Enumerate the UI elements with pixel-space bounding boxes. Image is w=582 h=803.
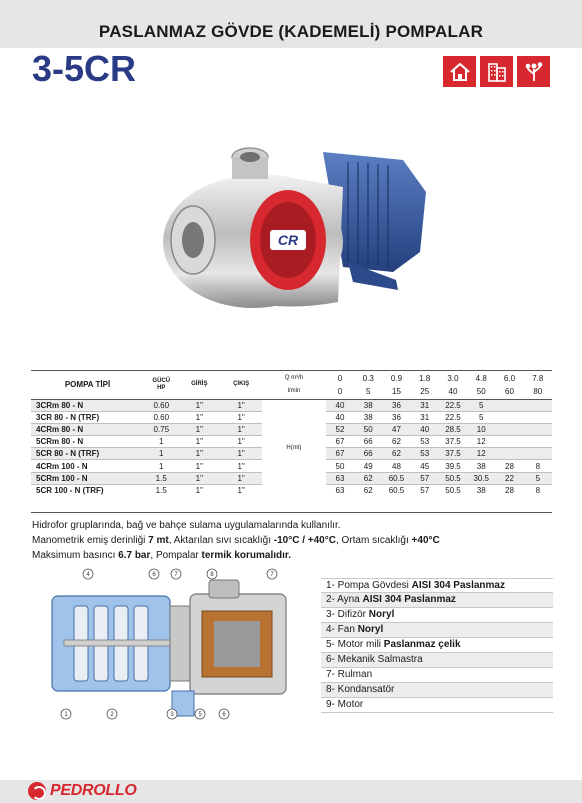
q-lmin-value: 5 [366,387,371,397]
q-m3h-value: 3.0 [447,373,459,383]
part-number: 7- [326,669,338,680]
head-value-cell: 50.5 [439,484,467,496]
q-m3h-value: 0.3 [362,373,374,383]
inlet-cell: 1" [178,411,220,423]
header-outlet: ÇIKIŞ [233,381,250,388]
callout-number: 4 [86,572,90,578]
callout-number: 6 [222,712,226,718]
part-material: AISI 304 Paslanmaz [362,594,456,605]
pump-type-cell: 5CRm 100 - N [31,472,144,484]
part-item [321,623,553,638]
part-number: 5- [326,639,338,650]
outlet-cell: 1" [220,460,262,472]
head-value-cell: 22 [495,472,523,484]
q-lmin-value: 25 [420,387,430,397]
outlet-cell: 1" [220,472,262,484]
head-value-cell: 12 [467,448,495,460]
head-value-cell: 37.5 [439,436,467,448]
head-value-cell: 40 [411,423,439,435]
q-lmin-value: 60 [505,387,514,397]
part-item [321,608,553,623]
head-value-cell: 10 [467,423,495,435]
part-item [321,683,553,698]
q-m3h-value: 1.8 [419,373,431,383]
part-number: 3- [326,609,338,620]
part-material: Noryl [368,609,395,620]
head-value-cell [495,411,523,423]
head-value-cell: 48 [382,460,410,472]
head-value-cell: 5 [467,411,495,423]
head-value-cell: 47 [382,423,410,435]
q-m3h-value: 7.8 [532,373,544,383]
head-value-cell [495,399,523,411]
q-m3h-value: 4.8 [475,373,487,383]
note-line-3: Maksimum basıncı 6.7 bar, Pompalar termik korumalıdır. [32,550,292,561]
head-value-cell: 8 [524,460,552,472]
q-lmin-value: 15 [392,387,401,397]
inlet-cell: 1" [178,460,220,472]
part-item [321,593,553,608]
part-text: Kondansatör [337,684,395,695]
performance-table [31,371,552,497]
callout-number: 2 [110,712,114,718]
head-value-cell: 66 [354,448,382,460]
inlet-cell: 1" [178,448,220,460]
callout-number: 7 [174,572,178,578]
pump-type-cell: 5CR 80 - N (TRF) [31,448,144,460]
head-value-cell: 53 [411,448,439,460]
head-value-cell: 30.5 [467,472,495,484]
head-value-cell: 50 [326,460,354,472]
part-text: Fan [337,624,358,635]
part-text: Rulman [337,669,373,680]
power-cell: 1 [144,460,178,472]
header-q-unit-m3h: Q m³/h [284,374,304,381]
head-value-cell: 28 [495,484,523,496]
table-body [31,399,552,497]
head-value-cell: 31 [411,399,439,411]
head-value-cell: 28 [495,460,523,472]
pump-type-cell: 5CR 100 - N (TRF) [31,484,144,496]
part-text: Difizör [337,609,369,620]
head-value-cell: 8 [524,484,552,496]
head-value-cell [524,411,552,423]
pump-type-cell: 4CRm 100 - N [31,460,144,472]
head-value-cell: 63 [326,484,354,496]
callout-number: 8 [210,572,214,578]
head-value-cell: 49 [354,460,382,472]
inlet-cell: 1" [178,472,220,484]
head-value-cell [524,399,552,411]
head-value-cell: 63 [326,472,354,484]
svg-text:CR: CR [277,232,299,248]
header-power: GÜCÜ HP [152,377,171,391]
head-value-cell: 57 [411,484,439,496]
header-inlet: GİRİŞ [191,381,208,388]
callout-number: 5 [198,712,202,718]
part-item [321,653,553,668]
head-label-cell: H(mt) [262,399,326,497]
part-item [321,668,553,683]
head-value-cell: 37.5 [439,448,467,460]
outlet-cell: 1" [220,423,262,435]
pump-type-cell: 4CRm 80 - N [31,423,144,435]
outlet-cell: 1" [220,448,262,460]
head-value-cell: 38 [467,460,495,472]
head-value-cell: 39.5 [439,460,467,472]
table-header-row [31,371,552,385]
head-value-cell [495,436,523,448]
part-number: 2- [326,594,338,605]
head-value-cell: 38 [354,399,382,411]
head-value-cell: 40 [326,411,354,423]
q-lmin-value: 0 [337,387,343,397]
house-icon [443,56,476,87]
part-number: 1- [326,580,338,591]
part-text: Mekanik Salmastra [337,654,423,665]
q-m3h-value: 0 [337,373,343,383]
table-row [31,399,552,411]
head-value-cell: 67 [326,436,354,448]
head-value-cell: 66 [354,436,382,448]
head-value-cell: 5 [467,399,495,411]
note-line-1: Hidrofor gruplarında, bağ ve bahçe sulama uygulamalarında kullanılır. [32,520,341,531]
head-value-cell: 60.5 [382,484,410,496]
pump-type-cell: 5CRm 80 - N [31,436,144,448]
head-value-cell: 50 [354,423,382,435]
head-value-cell [524,423,552,435]
part-text: Pompa Gövdesi [337,580,412,591]
head-value-cell: 22.5 [439,411,467,423]
application-icons [443,56,550,87]
head-value-cell: 36 [382,411,410,423]
head-value-cell: 12 [467,436,495,448]
q-lmin-value: 40 [448,387,458,397]
callout-number: 7 [270,572,274,578]
head-value-cell: 53 [411,436,439,448]
inlet-cell: 1" [178,436,220,448]
head-value-cell: 62 [382,448,410,460]
callout-number: 1 [64,712,68,718]
head-value-cell: 62 [354,472,382,484]
head-value-cell: 38 [467,484,495,496]
outlet-cell: 1" [220,484,262,496]
head-value-cell [495,423,523,435]
inlet-cell: 1" [178,484,220,496]
q-m3h-value: 0.9 [390,373,403,383]
head-value-cell: 28.5 [439,423,467,435]
pump-type-cell: 3CRm 80 - N [31,399,144,411]
head-value-cell: 40 [326,399,354,411]
power-cell: 0.60 [144,399,178,411]
part-item [321,698,553,713]
pump-product-photo [158,132,438,318]
part-number: 9- [326,699,338,710]
head-value-cell [524,436,552,448]
head-value-cell: 60.5 [382,472,410,484]
part-number: 4- [326,624,338,635]
head-value-cell: 67 [326,448,354,460]
callout-number: 3 [170,712,174,718]
power-cell: 1 [144,448,178,460]
tree-icon [517,56,550,87]
header-pump-type: POMPA TİPİ [64,380,111,390]
head-value-cell: 5 [524,472,552,484]
head-value-cell: 31 [411,411,439,423]
power-cell: 0.75 [144,423,178,435]
part-text: Motor mili [337,639,384,650]
power-cell: 1.5 [144,472,178,484]
part-text: Ayna [337,594,363,605]
head-value-cell [524,448,552,460]
head-value-cell: 62 [354,484,382,496]
pump-cutaway-diagram [44,566,296,726]
parts-list [321,578,553,713]
outlet-cell: 1" [220,436,262,448]
q-lmin-value: 80 [533,387,543,397]
model-title: 3-5CR [32,48,137,89]
head-value-cell: 22.5 [439,399,467,411]
head-value-cell [495,448,523,460]
part-text: Motor [337,699,364,710]
callout-number: 6 [152,572,156,578]
part-number: 8- [326,684,338,695]
head-value-cell: 62 [382,436,410,448]
inlet-cell: 1" [178,423,220,435]
head-value-cell: 52 [326,423,354,435]
head-value-cell: 57 [411,472,439,484]
part-number: 6- [326,654,338,665]
header-q-unit-lmin: l/min [287,388,301,395]
part-item [321,638,553,653]
note-line-2: Manometrik emiş derinliği 7 mt, Aktarılan sıvı sıcaklığı -10°C / +40°C, Ortam sıcaklığı +40°C [32,535,440,546]
brand-name: PEDROLLO [50,782,137,799]
table-bottom-rule [31,512,552,513]
inlet-cell: 1" [178,399,220,411]
brand-mark-icon [28,782,46,800]
power-cell: 1.5 [144,484,178,496]
page-title: PASLANMAZ GÖVDE (KADEMELİ) POMPALAR [98,22,484,41]
head-value-cell: 45 [411,460,439,472]
part-item [321,578,553,593]
outlet-cell: 1" [220,411,262,423]
pump-type-cell: 3CR 80 - N (TRF) [31,411,144,423]
part-material: Paslanmaz çelik [383,639,461,650]
q-lmin-value: 50 [476,387,486,397]
part-material: AISI 304 Paslanmaz [411,580,505,591]
power-cell: 1 [144,436,178,448]
head-value-cell: 50.5 [439,472,467,484]
head-value-cell: 36 [382,399,410,411]
brand-logo [28,782,137,800]
power-cell: 0.60 [144,411,178,423]
part-material: Noryl [357,624,384,635]
building-icon [480,56,513,87]
head-value-cell: 38 [354,411,382,423]
q-m3h-value: 6.0 [503,373,516,383]
outlet-cell: 1" [220,399,262,411]
usage-notes [32,518,440,563]
